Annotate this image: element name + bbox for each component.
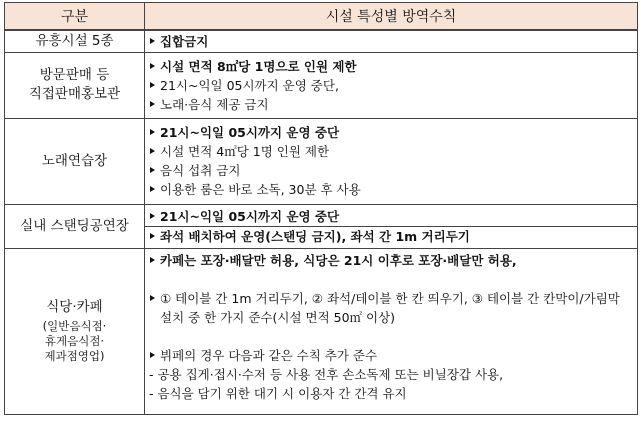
rule-item: 음식 섭취 금지 bbox=[149, 161, 633, 180]
bullet-icon bbox=[150, 82, 155, 88]
table-row bbox=[5, 118, 638, 204]
rule-item: 카페는 포장·배달만 허용, 식당은 21시 이후로 포장·배달만 허용, bbox=[149, 251, 633, 270]
table-row bbox=[5, 248, 638, 414]
bullet-icon bbox=[150, 148, 155, 154]
bullet-icon bbox=[150, 38, 155, 44]
bullet-icon bbox=[150, 63, 155, 69]
rule-item: 시설 면적 8㎡당 1명으로 인원 제한 bbox=[149, 57, 633, 76]
bullet-icon bbox=[150, 167, 155, 173]
rule-item: 21시~익일 05시까지 운영 중단 bbox=[149, 123, 633, 142]
rule-item: ① 테이블 간 1m 거리두기, ② 좌석/테이블 한 칸 띄우기, ③ 테이블 간 칸막이/가림막 설치 중 한 가지 준수(시설 면적 50㎡ 이상) bbox=[149, 289, 633, 327]
rule-item: 노래·음식 제공 금지 bbox=[149, 95, 633, 114]
rule-item: 좌석 배치하여 운영(스탠딩 금지), 좌석 간 1m 거리두기 bbox=[145, 226, 637, 246]
row-rules bbox=[145, 52, 638, 118]
row-category: 유흥시설 5종 bbox=[5, 30, 145, 52]
quarantine-rules-table bbox=[4, 2, 638, 415]
header-rules: 시설 특성별 방역수칙 bbox=[145, 3, 638, 31]
row-category: 식당·카페 (일반음식점· 휴게음식점· 제과점영업) bbox=[5, 248, 145, 414]
row-category: 실내 스탠딩공연장 bbox=[5, 204, 145, 248]
row-rules bbox=[145, 204, 638, 248]
bullet-icon bbox=[150, 129, 155, 135]
bullet-icon bbox=[150, 101, 155, 107]
sub-rule-item: - 음식을 담기 위한 대기 시 이용자 간 간격 유지 bbox=[149, 385, 407, 401]
bullet-icon bbox=[150, 186, 155, 192]
row-rules bbox=[145, 30, 638, 52]
rule-item: 시설 면적 4㎡당 1명 인원 제한 bbox=[149, 142, 633, 161]
bullet-icon bbox=[150, 295, 155, 301]
table-row bbox=[5, 204, 638, 248]
row-category: 방문판매 등 직접판매홍보관 bbox=[5, 52, 145, 118]
spacer bbox=[149, 270, 633, 289]
header-category: 구분 bbox=[5, 3, 145, 31]
bullet-icon bbox=[150, 213, 155, 219]
rule-item: 집합금지 bbox=[149, 32, 633, 51]
table-row bbox=[5, 52, 638, 118]
sub-rule-item: - 공용 집게·접시·수저 등 사용 전후 손소독제 또는 비닐장갑 사용, bbox=[149, 366, 504, 382]
row-rules bbox=[145, 118, 638, 204]
rule-item: 이용한 룸은 바로 소독, 30분 후 사용 bbox=[149, 180, 633, 199]
rule-item: 21시~익일 05시까지 운영 중단, bbox=[149, 76, 633, 95]
rule-item: 21시~익일 05시까지 운영 중단 bbox=[149, 207, 633, 226]
row-category: 노래연습장 bbox=[5, 118, 145, 204]
bullet-icon bbox=[150, 352, 155, 358]
spacer bbox=[149, 327, 633, 346]
row-rules bbox=[145, 248, 638, 414]
bullet-icon bbox=[150, 233, 155, 239]
table-row bbox=[5, 30, 638, 52]
rule-item: 뷔페의 경우 다음과 같은 수칙 추가 준수 bbox=[149, 346, 633, 365]
bullet-icon bbox=[150, 257, 155, 263]
header-row bbox=[5, 3, 638, 31]
